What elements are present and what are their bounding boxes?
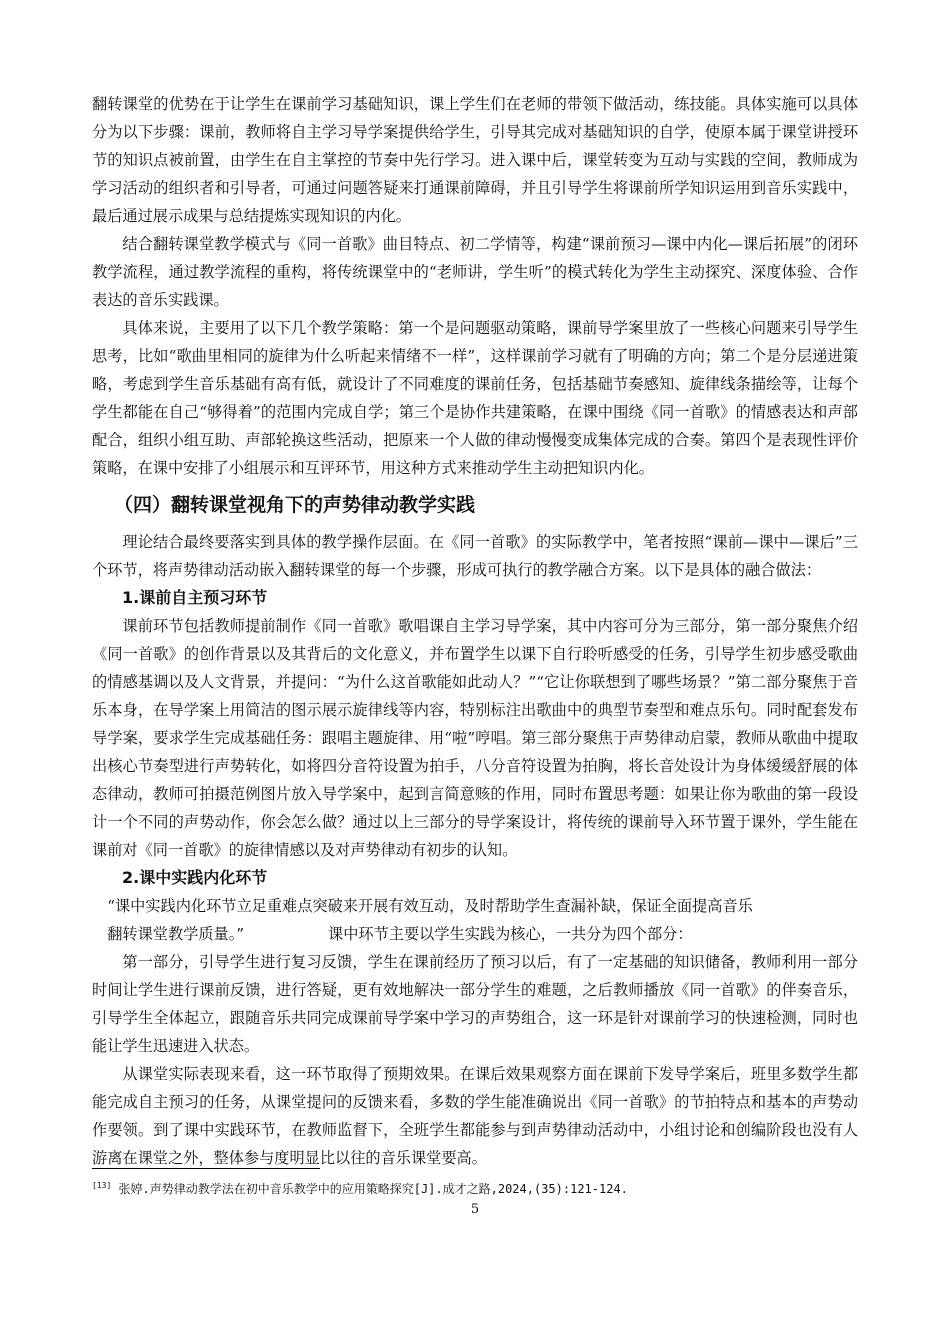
footnote-marker: [13] — [92, 1181, 112, 1190]
section-heading: （四）翻转课堂视角下的声势律动教学实践 — [114, 494, 476, 516]
paragraph-teaching-strategies: 具体来说，主要用了以下几个教学策略：第一个是问题驱动策略，课前导学案里放了一些核心问题来引导学生思考，比如“歌曲里相同的旋律为什么听起来情绪不一样”，这样课前学习就有了明确的方向；第二个是分层递进策略，考虑到学生音乐基础有高有低，就设计了不同难度的课前任务，包括基础节奏感知、旋律线条描绘等，让每个学生都能在自己“够得着”的范围内完成自学；第三个是协作共建策略，在课中围绕《同一首歌》的情感表达和声部配合，组织小组互助、声部轮换这些活动，把原来一个人做的律动慢慢变成集体完成的合奏。第四个是表现性评价策略，在课中安排了小组展示和互评环节，用这种方式来推动学生主动把知识内化。 — [92, 319, 858, 477]
footnote — [92, 1180, 872, 1197]
footnote-text: 张婷.声势律动教学法在初中音乐教学中的应用策略探究[J].成才之路,2024,(35):121-124. — [118, 1182, 628, 1196]
subheading-in-class: 2.课中实践内化环节 — [122, 868, 268, 887]
quote-tail: 课中环节主要以学生实践为核心，一共分为四个部分： — [328, 925, 693, 943]
subheading-pre-class: 1.课前自主预习环节 — [122, 588, 268, 607]
footnote-rule — [92, 1168, 320, 1169]
quote-line-1: “课中实践内化环节立足重难点突破来开展有效互动，及时帮助学生查漏补缺，保证全面提高音乐 — [107, 897, 753, 915]
paragraph-quote — [92, 892, 858, 948]
quote-line-2: 翻转课堂教学质量。” — [107, 925, 245, 943]
paragraph-classroom-effect: 从课堂实际表现来看，这一环节取得了预期效果。在课后效果观察方面在课前下发导学案后，班里多数学生都能完成自主预习的任务，从课堂提问的反馈来看，多数的学生能准确说出《同一首歌》的节拍特点和基本的声势动作要领。到了课中实践环节，在教师监督下，全班学生都能参与到声势律动活动中，小组讨论和创编阶段也没有人游离在课堂之外，整体参与度明显比以往的音乐课堂要高。 — [92, 1065, 858, 1167]
paragraph-teaching-process: 结合翻转课堂教学模式与《同一首歌》曲目特点、初二学情等，构建“课前预习—课中内化—课后拓展”的闭环教学流程，通过教学流程的重构，将传统课堂中的“老师讲，学生听”的模式转化为学生主动探究、深度体验、合作表达的音乐实践课。 — [92, 235, 858, 309]
paragraph-pre-class: 课前环节包括教师提前制作《同一首歌》歌唱课自主学习导学案，其中内容可分为三部分，第一部分聚焦介绍《同一首歌》的创作背景以及其背后的文化意义，并布置学生以课下自行聆听感受的任务，引导学生初步感受歌曲的情感基调以及人文背景，并提问：“为什么这首歌能如此动人？”“它让你联想到了哪些场景？”第二部分聚焦于音乐本身，在导学案上用简洁的图示展示旋律线等内容，特别标注出歌曲中的典型节奏型和难点乐句。同时配套发布导学案，要求学生完成基础任务：跟唱主题旋律、用“啦”哼唱。第三部分聚焦于声势律动启蒙，教师从歌曲中提取出核心节奏型进行声势转化，如将四分音符设置为拍手，八分音符设置为拍胸，将长音处设计为身体缓缓舒展的体态律动，教师可拍摄范例图片放入导学案中，起到言简意赅的作用，同时布置思考题：如果让你为歌曲的第一段设计一个不同的声势动作，你会怎么做？通过以上三部分的导学案设计，将传统的课前导入环节置于课外，学生能在课前对《同一首歌》的旋律情感以及对声势律动有初步的认知。 — [92, 617, 858, 859]
paragraph-flipped-classroom-advantages: 翻转课堂的优势在于让学生在课前学习基础知识，课上学生们在老师的带领下做活动，练技能。具体实施可以具体分为以下步骤：课前，教师将自主学习导学案提供给学生，引导其完成对基础知识的自学，使原本属于课堂讲授环节的知识点被前置，由学生在自主掌控的节奏中先行学习。进入课中后，课堂转变为互动与实践的空间，教师成为学习活动的组织者和引导者，可通过问题答疑来打通课前障碍，并且引导学生将课前所学知识运用到音乐实践中，最后通过展示成果与总结提炼实现知识的内化。 — [92, 95, 858, 225]
document-page — [92, 90, 858, 1172]
page-number: 5 — [470, 1202, 480, 1217]
paragraph-practice-intro: 理论结合最终要落实到具体的教学操作层面。在《同一首歌》的实际教学中，笔者按照“课前—课中—课后”三个环节，将声势律动活动嵌入翻转课堂的每一个步骤，形成可执行的教学融合方案。以下是具体的融合做法： — [92, 533, 858, 579]
paragraph-review-feedback: 第一部分，引导学生进行复习反馈，学生在课前经历了预习以后，有了一定基础的知识储备，教师利用一部分时间让学生进行课前反馈，进行答疑，更有效地解决一部分学生的难题，之后教师播放《同一首歌》的伴奏音乐，引导学生全体起立，跟随音乐共同完成课前导学案中学习的声势组合，这一环是针对课前学习的快速检测，同时也能让学生迅速进入状态。 — [92, 953, 858, 1055]
